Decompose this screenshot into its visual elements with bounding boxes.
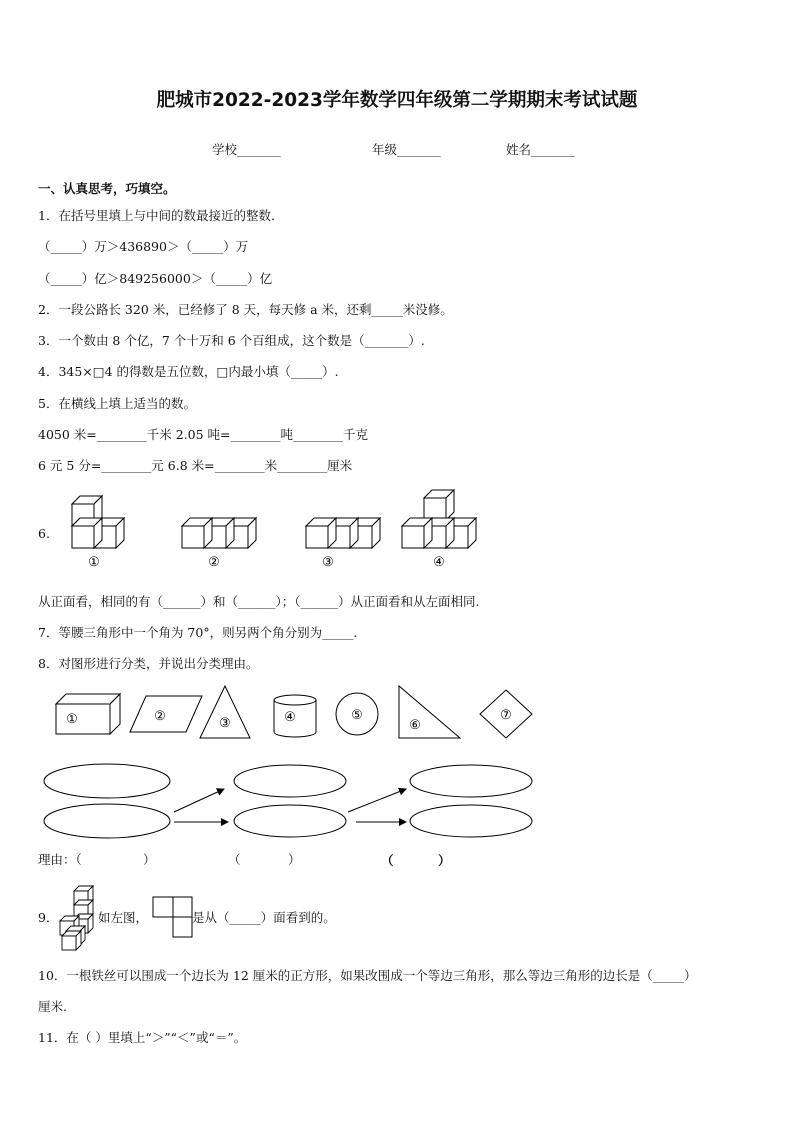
q5-stem: 5．在横线上填上适当的数。	[38, 396, 196, 411]
shape-label-2: ②	[154, 709, 166, 724]
q6-text: 从正面看，相同的有（______）和（______）；（______）从正面看和从左面相同.	[38, 594, 480, 609]
circle-shape	[336, 693, 378, 735]
q9-stacked-cubes	[56, 884, 98, 952]
section-heading: 一、认真思考，巧填空。	[38, 181, 176, 196]
q3-text: 3．一个数由 8 个亿，7 个十万和 6 个百组成，这个数是（_______）.	[38, 333, 425, 348]
q9-number: 9．	[38, 910, 59, 925]
figure-label-1: ①	[88, 555, 100, 570]
q10-line2: 厘米.	[38, 999, 67, 1014]
arrow	[174, 789, 224, 812]
school-field: 学校_______	[212, 142, 281, 157]
name-field: 姓名_______	[506, 142, 575, 157]
q6-cube-figures	[60, 488, 480, 570]
q8-stem: 8．对图形进行分类，并说出分类理由。	[38, 656, 259, 671]
cube-figure-2	[182, 518, 256, 548]
q8-classification-diagram	[40, 760, 540, 844]
cube-figure-1	[72, 496, 124, 548]
q5-line2: 6 元 5 分=________元 6.8 米=________米________厘米	[38, 458, 353, 473]
category-ellipse	[44, 804, 170, 838]
category-ellipse	[44, 764, 170, 798]
q1-line2: （_____）亿＞849256000＞（_____）亿	[38, 271, 273, 286]
q8-paren-close-3: ）	[438, 853, 451, 868]
category-ellipse	[410, 805, 532, 837]
shape-label-1: ①	[66, 712, 78, 727]
diamond-shape	[480, 690, 532, 738]
shape-label-6: ⑥	[409, 718, 421, 733]
q8-paren-open-3: （	[381, 853, 394, 868]
q4-text: 4．345×□4 的得数是五位数，□内最小填（_____）.	[38, 364, 339, 379]
shape-label-5: ⑤	[351, 708, 363, 723]
right-triangle-shape	[399, 686, 460, 738]
q9-text-1: 如左图，	[98, 910, 149, 925]
q1-stem: 1．在括号里填上与中间的数最接近的整数.	[38, 208, 275, 223]
q8-paren-close-2: ）	[288, 852, 301, 867]
shape-label-7: ⑦	[500, 708, 512, 723]
q1-line1: （_____）万＞436890＞（_____）万	[38, 239, 249, 254]
q11-text: 11．在（ ）里填上“＞”“＜”或“＝”。	[38, 1030, 247, 1045]
q10-line1: 10．一根铁丝可以围成一个边长为 12 厘米的正方形，如果改围成一个等边三角形，那么等边三角形的边长是（_____）	[38, 968, 697, 983]
cuboid-shape	[56, 694, 120, 734]
figure-label-3: ③	[322, 555, 334, 570]
category-ellipse	[410, 765, 532, 797]
figure-label-2: ②	[208, 555, 220, 570]
q7-text: 7．等腰三角形中一个角为 70°，则另两个角分别为_____.	[38, 625, 358, 640]
q8-reason-label: 理由：（	[38, 852, 82, 867]
q8-paren-close-1: ）	[143, 852, 156, 867]
cylinder-shape	[274, 695, 316, 737]
q9-view-grid	[152, 896, 194, 940]
q5-line1: 4050 米=________千米 2.05 吨=________吨________千克	[38, 427, 369, 442]
arrow	[348, 789, 406, 812]
grade-field: 年级_______	[372, 142, 441, 157]
category-ellipse	[234, 805, 346, 837]
cube-figure-4	[402, 490, 476, 548]
triangle-shape	[200, 686, 250, 738]
q8-paren-open-2: （	[228, 852, 241, 867]
cube-figure-3	[306, 518, 380, 548]
shape-label-4: ④	[284, 710, 296, 725]
q9-text-2: 是从（_____）面看到的。	[192, 910, 336, 925]
page-title: 肥城市2022-2023学年数学四年级第二学期期末考试试题	[156, 90, 638, 111]
parallelogram-shape	[130, 696, 202, 732]
q8-shapes	[50, 682, 550, 746]
q2-text: 2．一段公路长 320 米，已经修了 8 天，每天修 a 米，还剩_____米没修。	[38, 302, 453, 317]
figure-label-4: ④	[433, 555, 445, 570]
q6-number: 6.	[38, 526, 50, 541]
shape-label-3: ③	[219, 716, 231, 731]
category-ellipse	[234, 765, 346, 797]
